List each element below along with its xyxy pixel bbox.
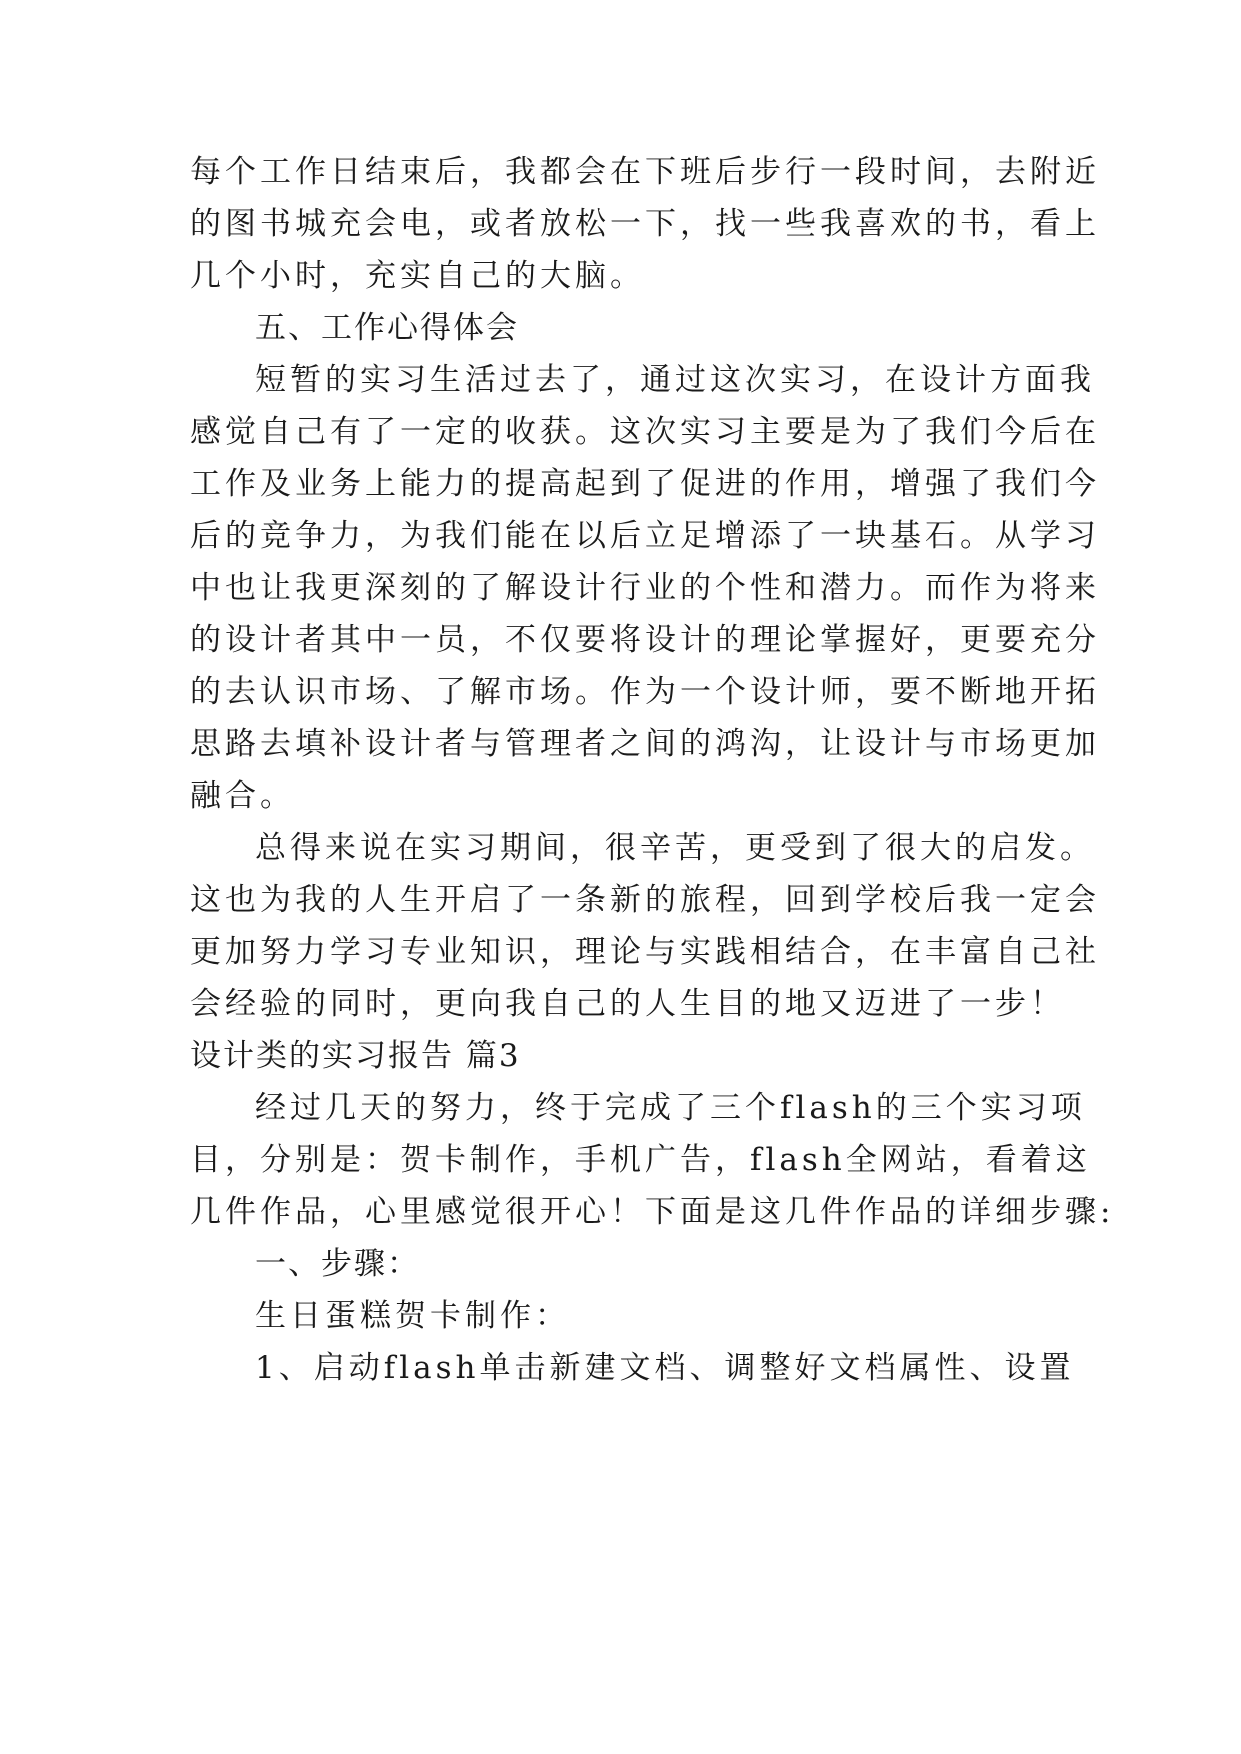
paragraph-line: 这也为我的人生开启了一条新的旅程，回到学校后我一定会 bbox=[190, 882, 1100, 918]
section-heading: 五、工作心得体会 bbox=[255, 310, 519, 346]
section-heading: 一、步骤： bbox=[255, 1246, 420, 1282]
paragraph-line: 短暂的实习生活过去了，通过这次实习，在设计方面我 bbox=[255, 362, 1095, 398]
paragraph-line: 目，分别是：贺卡制作，手机广告，flash全网站，看着这 bbox=[190, 1142, 1091, 1178]
paragraph-line: 的设计者其中一员，不仅要将设计的理论掌握好，更要充分 bbox=[190, 622, 1100, 658]
paragraph-line: 生日蛋糕贺卡制作： bbox=[255, 1298, 570, 1334]
paragraph-line: 总得来说在实习期间，很辛苦，更受到了很大的启发。 bbox=[255, 830, 1095, 866]
report-title: 设计类的实习报告 篇3 bbox=[190, 1038, 521, 1074]
paragraph-line: 每个工作日结束后，我都会在下班后步行一段时间，去附近 bbox=[190, 154, 1100, 190]
paragraph-line: 中也让我更深刻的了解设计行业的个性和潜力。而作为将来 bbox=[190, 570, 1100, 606]
paragraph-line: 工作及业务上能力的提高起到了促进的作用，增强了我们今 bbox=[190, 466, 1100, 502]
paragraph-line: 的去认识市场、了解市场。作为一个设计师，要不断地开拓 bbox=[190, 674, 1100, 710]
paragraph-line: 融合。 bbox=[190, 778, 295, 814]
paragraph-line: 经过几天的努力，终于完成了三个flash的三个实习项 bbox=[255, 1090, 1086, 1126]
paragraph-line: 几件作品，心里感觉很开心！下面是这几件作品的详细步骤: bbox=[190, 1194, 1115, 1230]
paragraph-line: 后的竞争力，为我们能在以后立足增添了一块基石。从学习 bbox=[190, 518, 1100, 554]
paragraph-line: 1、启动flash单击新建文档、调整好文档属性、设置 bbox=[255, 1350, 1075, 1386]
paragraph-line: 几个小时，充实自己的大脑。 bbox=[190, 258, 645, 294]
paragraph-line: 的图书城充会电，或者放松一下，找一些我喜欢的书，看上 bbox=[190, 206, 1100, 242]
paragraph-line: 思路去填补设计者与管理者之间的鸿沟，让设计与市场更加 bbox=[190, 726, 1100, 762]
paragraph-line: 更加努力学习专业知识，理论与实践相结合，在丰富自己社 bbox=[190, 934, 1100, 970]
paragraph-line: 感觉自己有了一定的收获。这次实习主要是为了我们今后在 bbox=[190, 414, 1100, 450]
paragraph-line: 会经验的同时，更向我自己的人生目的地又迈进了一步！ bbox=[190, 986, 1065, 1022]
